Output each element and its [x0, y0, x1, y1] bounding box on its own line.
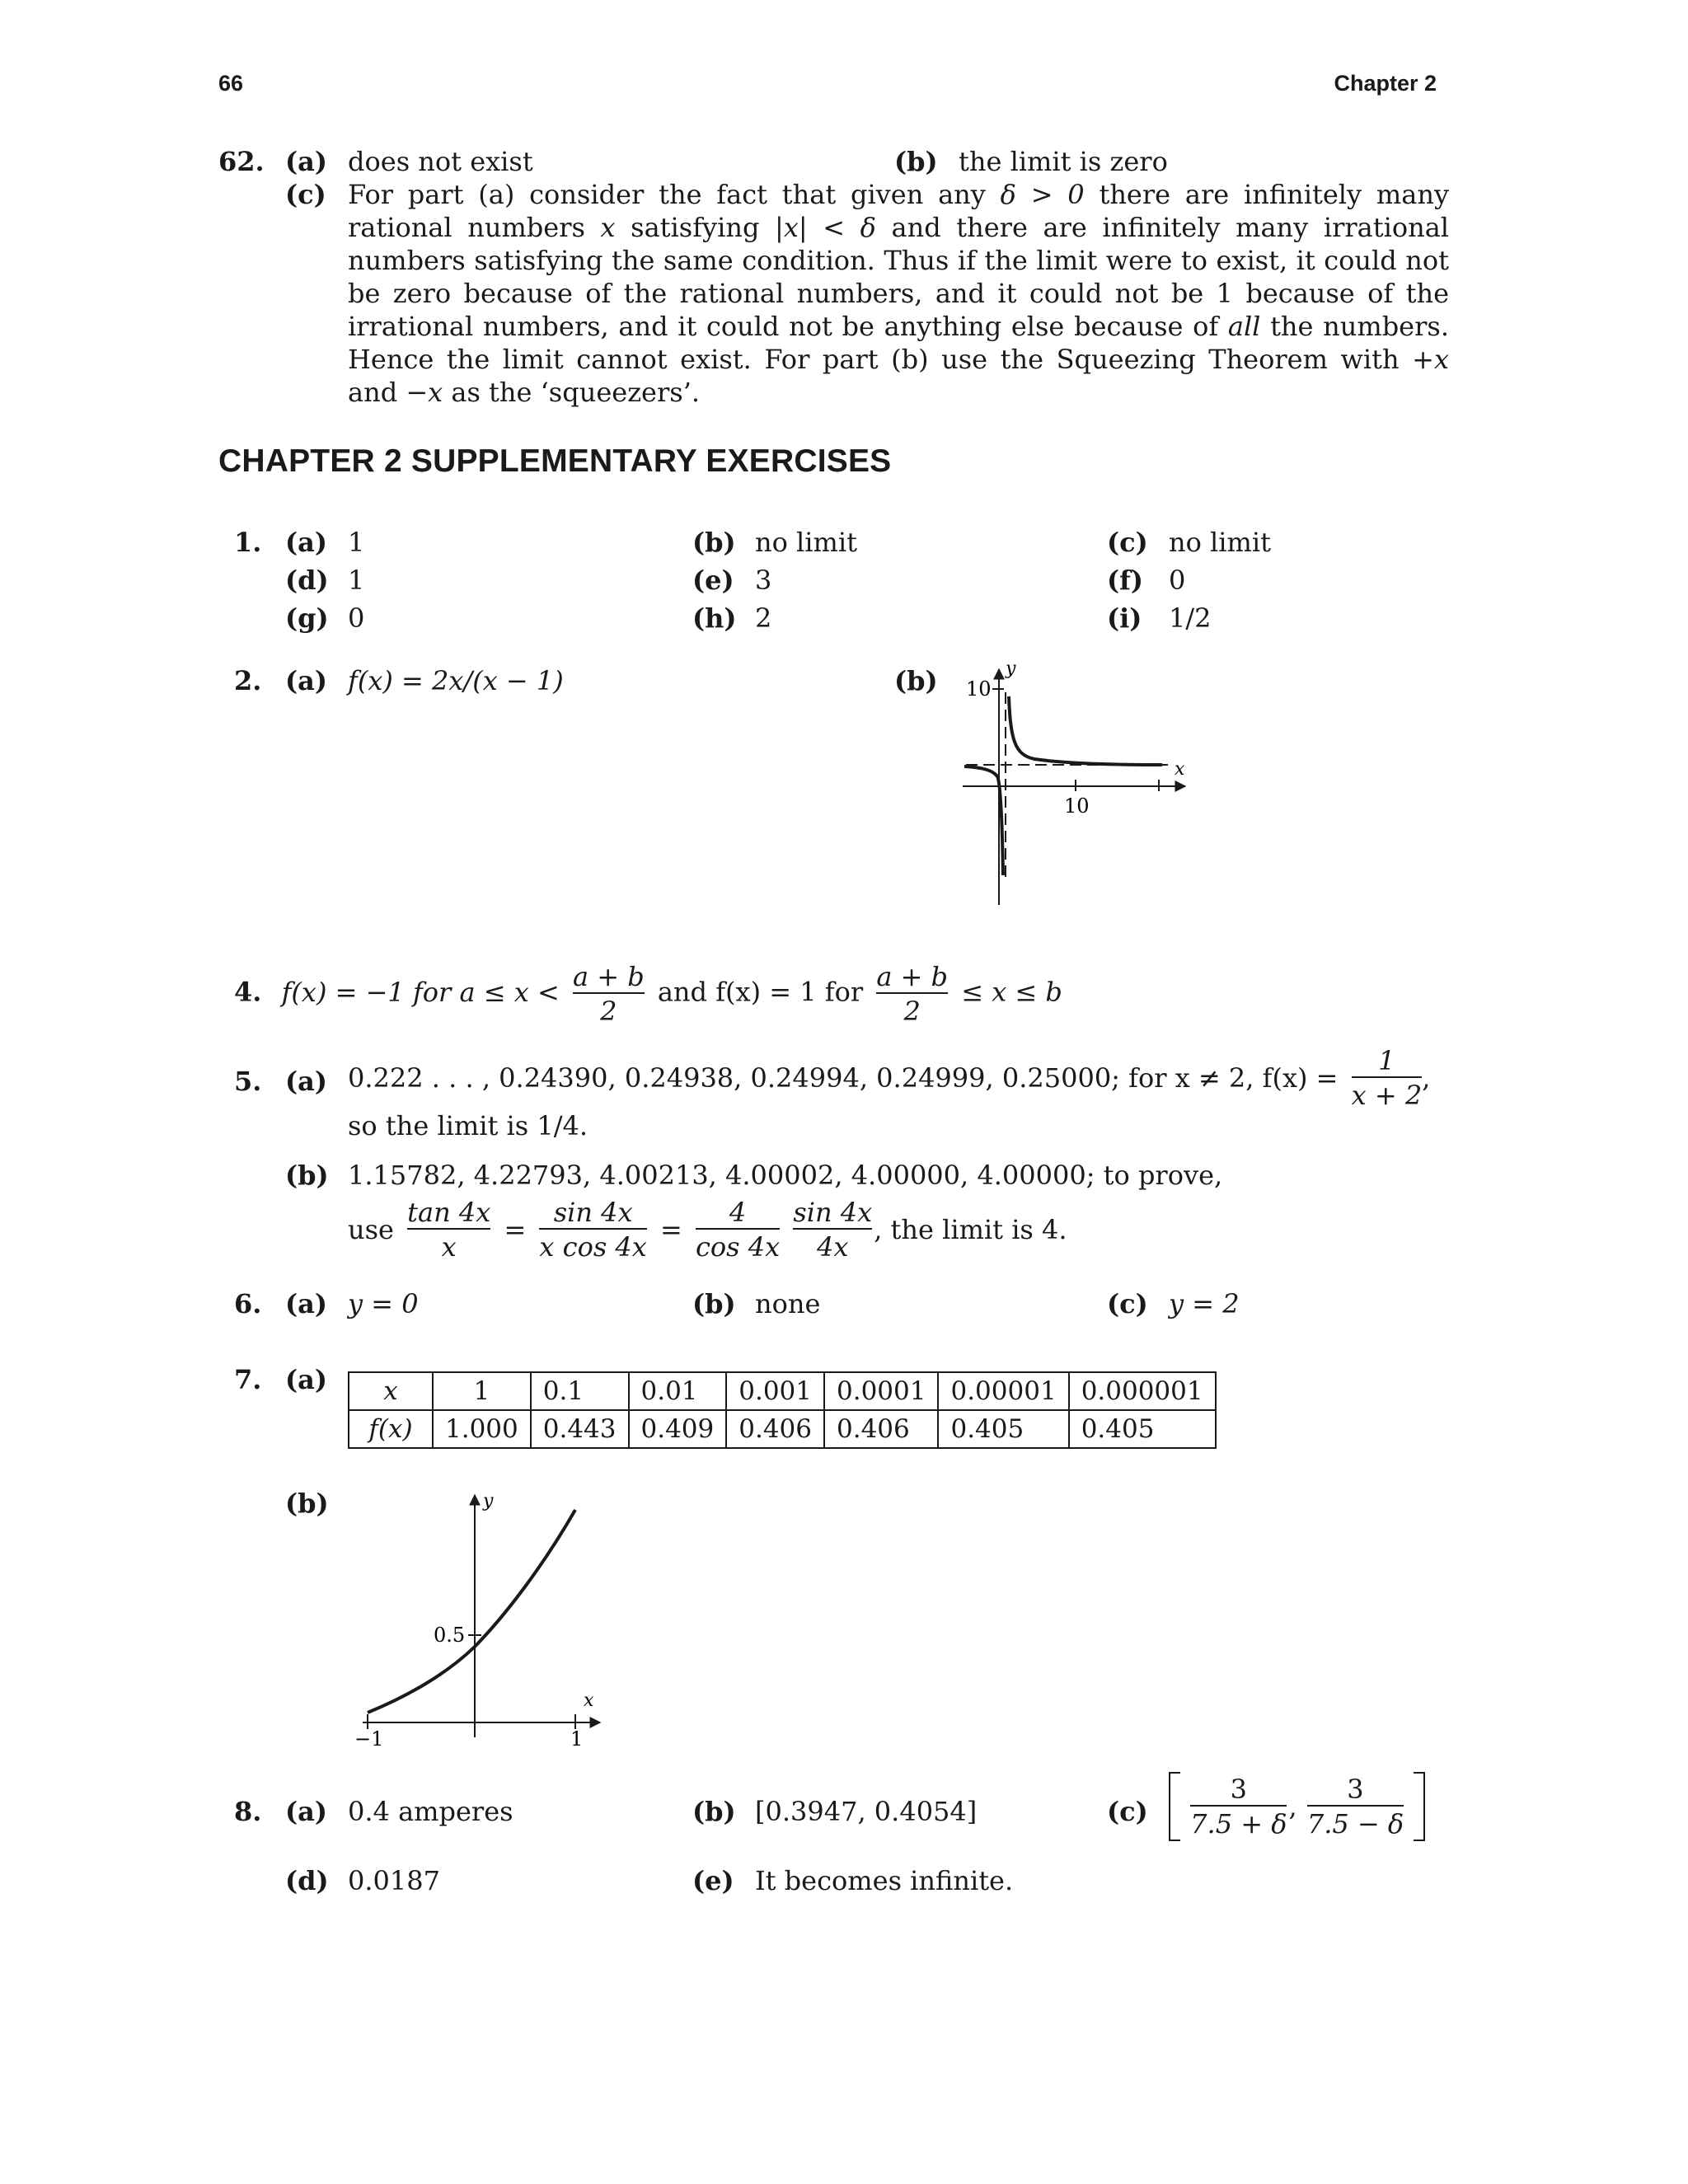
ex7-y-axis-label: y — [483, 1491, 494, 1511]
ex6-b-label: (b) — [692, 1288, 736, 1319]
ex2-curve-left-branch — [964, 766, 1003, 875]
ex5-fraction-sin-over-4x: $\frac{\sin 4x}{4x}$ — [793, 1197, 873, 1263]
ex62-c-explanation: For part (a) consider the fact that given any δ > 0 there are infinitely many rational numbers x satisfying |x| < δ and there are infinitely many irrational numbers satisfying the same condition. Thus if the limit were to exist, it could not be zero because of the rational numbers, and it could not be 1 because of the irrational numbers, and it could not be anything else because of all the numbers. Hence the limit cannot exist. For part (b) use the Squeezing Theorem with +x and −x as the ‘squeezers’. — [348, 179, 1450, 408]
ex5-b-label: (b) — [285, 1160, 329, 1191]
ex7-x-left-label: −1 — [354, 1727, 384, 1746]
table-cell-fx: 0.405 — [938, 1410, 1068, 1448]
ex8-a-answer: 0.4 amperes — [348, 1796, 513, 1827]
ex1-part-answer: 1 — [348, 565, 365, 596]
table-cell-x: 0.0001 — [824, 1372, 938, 1410]
ex5-a-fraction: $\frac{1}{x + 2}$ — [1351, 1045, 1423, 1111]
ex8-e-answer: It becomes infinite. — [755, 1865, 1014, 1896]
ex1-part-label: (e) — [692, 565, 734, 596]
ex7-graph — [338, 1490, 602, 1746]
section-title: CHAPTER 2 SUPPLEMENTARY EXERCISES — [218, 443, 892, 479]
ex7-curve — [368, 1510, 575, 1713]
table-cell-fx: 0.406 — [824, 1410, 938, 1448]
ex62-b-answer: the limit is zero — [959, 146, 1168, 177]
ex1-part-answer: 0 — [1169, 565, 1186, 596]
table-cell-x: 0.01 — [629, 1372, 727, 1410]
table-cell-x: 1 — [433, 1372, 531, 1410]
ex2-a-label: (a) — [285, 665, 328, 696]
exercise-8-number: 8. — [234, 1796, 262, 1827]
table-cell-fx: 0.409 — [629, 1410, 727, 1448]
table-cell-x: 0.001 — [726, 1372, 824, 1410]
ex7-x-right-label: 1 — [570, 1727, 584, 1746]
exercise-2-number: 2. — [234, 665, 262, 696]
ex7-a-label: (a) — [285, 1364, 328, 1395]
exercise-6-number: 6. — [234, 1288, 262, 1319]
ex2-y-axis-label: y — [1006, 659, 1016, 679]
ex5-fraction-tan: $\frac{\tan 4x}{x}$ — [407, 1197, 491, 1263]
ex1-part-label: (g) — [285, 602, 329, 634]
ex8-b-answer: [0.3947, 0.4054] — [755, 1796, 978, 1827]
ex8-c-right-bracket — [1414, 1772, 1425, 1841]
ex2-a-answer: f(x) = 2x/(x − 1) — [348, 665, 564, 696]
ex1-part-label: (f) — [1107, 565, 1144, 596]
running-header: Chapter 2 — [1334, 71, 1437, 96]
ex4-fraction-2: $\frac{a + b}{2}$ — [876, 961, 949, 1027]
ex7-x-axis-label: x — [584, 1690, 594, 1711]
table-cell-x: 0.1 — [531, 1372, 629, 1410]
ex1-part-label: (d) — [285, 565, 329, 596]
ex62-b-label: (b) — [894, 146, 938, 177]
ex5-b-answer: 1.15782, 4.22793, 4.00213, 4.00002, 4.00000, 4.00000; to prove, — [348, 1160, 1223, 1191]
page-number: 66 — [218, 71, 244, 96]
exercise-7-number: 7. — [234, 1364, 262, 1395]
ex5-fraction-4-over-cos: $\frac{4}{\cos 4x}$ — [695, 1197, 781, 1263]
ex1-part-answer: 2 — [755, 602, 772, 634]
ex5-a-conclusion: so the limit is 1/4. — [348, 1110, 588, 1141]
ex8-c-fraction-2: $\frac{3}{7.5 - \delta}$ — [1306, 1774, 1404, 1840]
ex1-part-label: (b) — [692, 527, 736, 558]
ex5-fraction-sin-over-xcos: $\frac{\sin 4x}{\text{x cos 4x}}$ — [539, 1197, 647, 1263]
ex1-part-answer: no limit — [755, 527, 857, 558]
ex7-values-table — [348, 1371, 1217, 1449]
ex6-a-answer: y = 0 — [348, 1288, 419, 1319]
ex8-c-left-bracket — [1169, 1772, 1180, 1841]
ex1-part-label: (i) — [1107, 602, 1142, 634]
ex1-part-answer: 3 — [755, 565, 772, 596]
ex2-x-axis-label: x — [1175, 759, 1185, 780]
exercise-5-number: 5. — [234, 1066, 262, 1097]
ex5-a-label: (a) — [285, 1066, 328, 1097]
ex8-b-label: (b) — [692, 1796, 736, 1827]
ex8-e-label: (e) — [692, 1865, 734, 1896]
table-row-header: f(x) — [349, 1410, 433, 1448]
ex4-fraction-1: $\frac{a + b}{2}$ — [572, 961, 645, 1027]
ex8-c-answer: $\frac{3}{7.5 + \delta}$ , $\frac{3}{7.5 - \delta}$ — [1169, 1772, 1425, 1851]
ex62-a-answer: does not exist — [348, 146, 533, 177]
ex2-b-label: (b) — [894, 665, 938, 696]
table-row — [349, 1410, 1216, 1448]
ex6-c-label: (c) — [1107, 1288, 1148, 1319]
ex7-b-label: (b) — [285, 1488, 329, 1519]
ex2-x-tick-label: 10 — [1064, 794, 1090, 818]
ex6-c-answer: y = 2 — [1169, 1288, 1240, 1319]
exercise-4: 4. f(x) = −1 for a ≤ x < $\frac{a + b}{2}$ and f(x) = 1 for $\frac{a + b}{2}$ ≤ x ≤ b — [234, 961, 1062, 1027]
exercise-62-number: 62. — [218, 146, 265, 177]
ex1-part-answer: 0 — [348, 602, 365, 634]
ex8-a-label: (a) — [285, 1796, 328, 1827]
ex5-a-answer: 0.222 . . . , 0.24390, 0.24938, 0.24994, 0.24999, 0.25000; for x ≠ 2, f(x) = $\frac{1}{x + 2}$ , — [348, 1045, 1431, 1111]
ex1-part-label: (c) — [1107, 527, 1148, 558]
ex2-curve-right-branch — [1009, 696, 1162, 765]
ex2-y-tick-label: 10 — [966, 677, 992, 701]
ex1-part-answer: 1 — [348, 527, 365, 558]
ex8-d-label: (d) — [285, 1865, 329, 1896]
table-cell-fx: 0.443 — [531, 1410, 629, 1448]
ex1-part-label: (h) — [692, 602, 737, 634]
table-cell-x: 0.00001 — [938, 1372, 1068, 1410]
ex1-part-answer: 1/2 — [1169, 602, 1212, 634]
ex8-d-answer: 0.0187 — [348, 1865, 440, 1896]
table-cell-fx: 0.405 — [1069, 1410, 1216, 1448]
ex2-graph — [956, 659, 1203, 907]
ex6-a-label: (a) — [285, 1288, 328, 1319]
table-cell-fx: 0.406 — [726, 1410, 824, 1448]
ex8-c-fraction-1: $\frac{3}{7.5 + \delta}$ — [1190, 1774, 1287, 1840]
table-row — [349, 1372, 1216, 1410]
ex1-part-answer: no limit — [1169, 527, 1271, 558]
ex1-part-label: (a) — [285, 527, 328, 558]
table-cell-fx: 1.000 — [433, 1410, 531, 1448]
ex8-c-label: (c) — [1107, 1796, 1148, 1827]
exercise-1-number: 1. — [234, 527, 262, 558]
ex62-a-label: (a) — [285, 146, 328, 177]
ex5-b-proof: use $\frac{\tan 4x}{x}$ = $\frac{\sin 4x}{\text{x cos 4x}}$ = $\frac{4}{\cos 4x}$ $\frac{\sin 4x}{4x}$ , the limit is 4. — [348, 1197, 1067, 1263]
ex6-b-answer: none — [755, 1288, 821, 1319]
ex62-c-label: (c) — [285, 179, 326, 210]
table-row-header: x — [349, 1372, 433, 1410]
ex7-y-tick-label: 0.5 — [434, 1624, 466, 1647]
table-cell-x: 0.000001 — [1069, 1372, 1216, 1410]
